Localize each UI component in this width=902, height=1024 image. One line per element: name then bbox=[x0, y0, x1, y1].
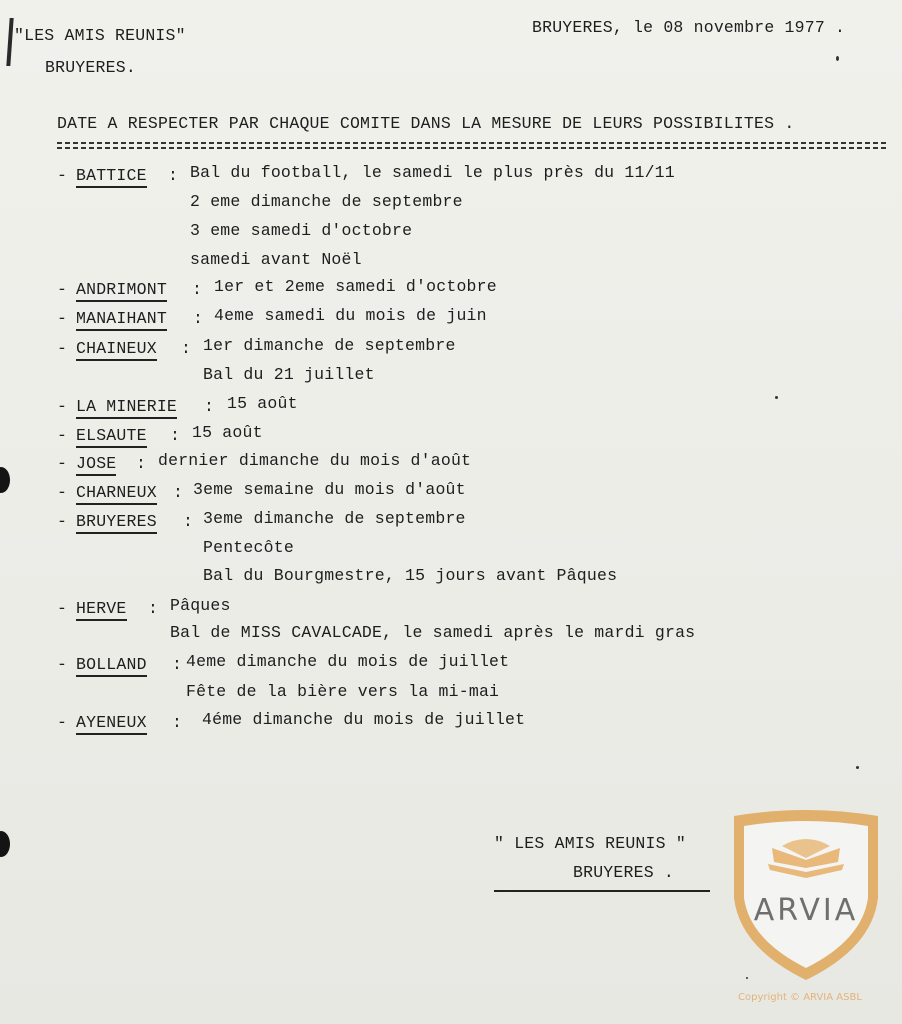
committee-date: 1er et 2eme samedi d'octobre bbox=[214, 277, 497, 296]
committee-date: 15 août bbox=[192, 423, 263, 442]
dash-marker: - bbox=[57, 426, 68, 445]
committee-date: 3eme semaine du mois d'août bbox=[193, 480, 466, 499]
committee-date: Fête de la bière vers la mi-mai bbox=[186, 682, 500, 701]
dash-marker: - bbox=[57, 713, 68, 732]
committee-name-chaineux: CHAINEUX bbox=[76, 339, 157, 361]
committee-date: Bal du Bourgmestre, 15 jours avant Pâques bbox=[203, 566, 618, 585]
colon: : bbox=[192, 280, 203, 299]
committee-date: 1er dimanche de septembre bbox=[203, 336, 456, 355]
colon: : bbox=[172, 713, 183, 732]
committee-date: 4eme dimanche du mois de juillet bbox=[186, 652, 510, 671]
committee-date: 3 eme samedi d'octobre bbox=[190, 221, 413, 240]
dash-marker: - bbox=[57, 166, 68, 185]
colon: : bbox=[173, 483, 184, 502]
committee-date: 4eme samedi du mois de juin bbox=[214, 306, 487, 325]
committee-name-jose: JOSE bbox=[76, 454, 116, 476]
paper-speck bbox=[856, 766, 859, 769]
dash-marker: - bbox=[57, 512, 68, 531]
committee-name-elsaute: ELSAUTE bbox=[76, 426, 147, 448]
colon: : bbox=[204, 397, 215, 416]
committee-name-la-minerie: LA MINERIE bbox=[76, 397, 177, 419]
committee-name-charneux: CHARNEUX bbox=[76, 483, 157, 505]
double-dashed-rule bbox=[57, 140, 887, 152]
committee-date: samedi avant Noël bbox=[190, 250, 362, 269]
dash-marker: - bbox=[57, 599, 68, 618]
place-date: BRUYERES, le 08 novembre 1977 . bbox=[532, 18, 846, 37]
committee-date: Bal de MISS CAVALCADE, le samedi après le mardi gras bbox=[170, 623, 696, 642]
document-heading: DATE A RESPECTER PAR CHAQUE COMITE DANS LA MESURE DE LEURS POSSIBILITES . bbox=[57, 114, 795, 133]
dash-marker: - bbox=[57, 280, 68, 299]
committee-name-andrimont: ANDRIMONT bbox=[76, 280, 167, 302]
committee-date: 15 août bbox=[227, 394, 298, 413]
dash-marker: - bbox=[57, 397, 68, 416]
colon: : bbox=[136, 454, 147, 473]
dash-marker: - bbox=[57, 339, 68, 358]
dash-marker: - bbox=[57, 655, 68, 674]
committee-name-manaihant: MANAIHANT bbox=[76, 309, 167, 331]
colon: : bbox=[168, 166, 179, 185]
committee-name-bolland: BOLLAND bbox=[76, 655, 147, 677]
committee-name-ayeneux: AYENEUX bbox=[76, 713, 147, 735]
dash-marker: - bbox=[57, 483, 68, 502]
org-town: BRUYERES. bbox=[45, 58, 136, 77]
paper-speck bbox=[775, 396, 778, 399]
paper-speck bbox=[836, 56, 839, 61]
committee-date: 2 eme dimanche de septembre bbox=[190, 192, 463, 211]
colon: : bbox=[193, 309, 204, 328]
signature-org: " LES AMIS REUNIS " bbox=[494, 834, 686, 853]
logo-text: ARVIA bbox=[753, 893, 859, 928]
committee-date: Bal du 21 juillet bbox=[203, 365, 375, 384]
committee-date: 4éme dimanche du mois de juillet bbox=[202, 710, 526, 729]
committee-name-bruyeres: BRUYERES bbox=[76, 512, 157, 534]
committee-date: Pentecôte bbox=[203, 538, 294, 557]
committee-date: 3eme dimanche de septembre bbox=[203, 509, 466, 528]
dash-marker: - bbox=[57, 454, 68, 473]
signature-line bbox=[494, 890, 710, 892]
colon: : bbox=[183, 512, 194, 531]
colon: : bbox=[148, 599, 159, 618]
org-name: "LES AMIS REUNIS" bbox=[14, 26, 186, 45]
colon: : bbox=[181, 339, 192, 358]
committee-date: Bal du football, le samedi le plus près du 11/11 bbox=[190, 163, 675, 182]
colon: : bbox=[170, 426, 181, 445]
committee-date: dernier dimanche du mois d'août bbox=[158, 451, 472, 470]
colon: : bbox=[172, 655, 183, 674]
copyright-notice: Copyright © ARVIA ASBL bbox=[738, 992, 862, 1003]
committee-name-battice: BATTICE bbox=[76, 166, 147, 188]
committee-date: Pâques bbox=[170, 596, 231, 615]
dash-marker: - bbox=[57, 309, 68, 328]
committee-name-herve: HERVE bbox=[76, 599, 127, 621]
signature-town: BRUYERES . bbox=[573, 863, 675, 882]
